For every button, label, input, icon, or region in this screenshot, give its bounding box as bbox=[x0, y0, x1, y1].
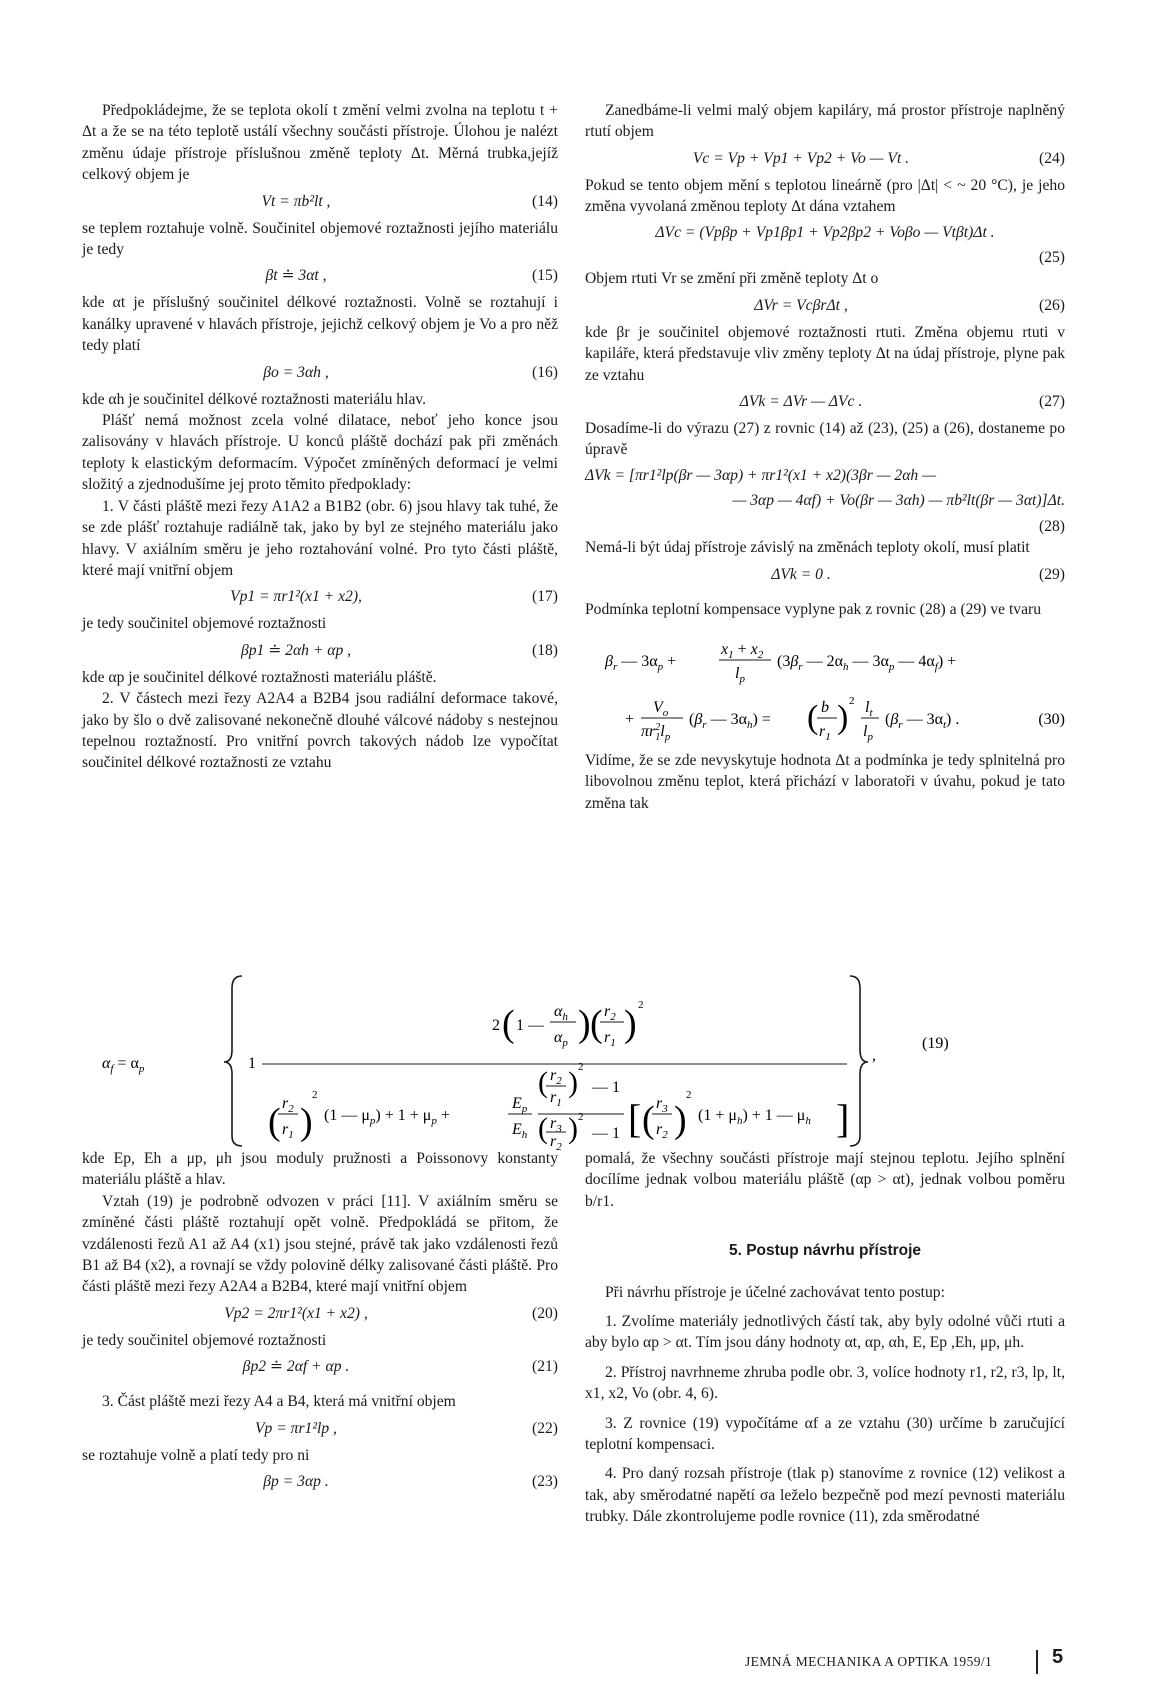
svg-text:1: 1 bbox=[248, 1055, 256, 1072]
equation-19 bbox=[82, 968, 1067, 1153]
paragraph: Dosadíme-li do výrazu (27) z rovnic (14) až (23), (25) a (26), dostaneme po úpravě bbox=[585, 420, 1065, 459]
paragraph: kde βr je součinitel objemové roztažnosti rtuti. Změna objemu rtuti v kapiláře, která představuje vliv změny teploty Δt na údaj přístroje, plyne pak ze vztahu bbox=[585, 323, 1065, 384]
svg-text:r2: $r_2$ bbox=[656, 1121, 668, 1141]
svg-text:): ) bbox=[568, 1112, 578, 1145]
paragraph: Při návrhu přístroje je účelné zachovávat tento postup: bbox=[605, 1283, 945, 1301]
svg-text:): ) bbox=[578, 1003, 591, 1045]
equation-21: βp2 ≐ 2αf + αp . (21) bbox=[242, 1358, 558, 1376]
svg-text:2: 2 bbox=[849, 694, 855, 707]
svg-text:πr21lp: $\pi r^2$ $1l_p$ bbox=[641, 721, 671, 743]
svg-text:(30): (30) bbox=[1038, 710, 1065, 728]
svg-text:(βr — 3αt) .: ($\beta_r$ — $3\alpha_t$) . bbox=[885, 710, 960, 731]
svg-text:r1: $r_1$ bbox=[604, 1029, 616, 1049]
svg-text:— 1: — 1 bbox=[592, 1125, 620, 1142]
svg-text:+: + bbox=[625, 710, 635, 728]
paragraph: kde αh je součinitel délkové roztažnosti materiálu hlav. bbox=[82, 390, 427, 408]
svg-text:2: 2 bbox=[312, 1089, 318, 1101]
svg-text:): ) bbox=[674, 1099, 687, 1141]
svg-text:(19): (19) bbox=[922, 1035, 949, 1052]
paragraph: Zanedbáme-li velmi malý objem kapiláry, má prostor přístroje naplněný rtutí objem bbox=[585, 102, 1065, 141]
equation-18: βp1 ≐ 2αh + αp , (18) bbox=[240, 641, 558, 659]
right-column-bottom bbox=[585, 1148, 1065, 1528]
page-number: 5 bbox=[1052, 1646, 1064, 1668]
svg-text:x1 + x2: $x_1 + x_2$ bbox=[721, 640, 764, 661]
svg-text:r2: $r_2$ bbox=[604, 1003, 616, 1023]
svg-text:r3: $r_3$ bbox=[656, 1095, 668, 1115]
svg-text:Eh: $E_h$ bbox=[512, 1121, 528, 1141]
procedure-step: 3. Z rovnice (19) vypočítáme αf a ze vztahu (30) určíme b zaručující teplotní kompensaci. bbox=[585, 1414, 1065, 1454]
svg-text:lt: $l_t$ bbox=[865, 698, 873, 719]
paragraph: kde αp je součinitel délkové roztažnosti materiálu pláště. bbox=[82, 668, 437, 686]
svg-text:(: ( bbox=[268, 1101, 281, 1143]
svg-text:(: ( bbox=[538, 1066, 548, 1099]
equation-20: Vp2 = 2πr1²(x1 + x2) , (20) bbox=[224, 1304, 558, 1322]
paragraph: Vidíme, že se zde nevyskytuje hodnota Δt a podmínka je tedy splnitelná pro libovolnou změnu teplot, která přichází v laboratoři v úvahu, pokud je tato změna tak bbox=[585, 751, 1065, 812]
paragraph: Pokud se tento objem mění s teplotou lineárně (pro |Δt| < ~ 20 °C), je jeho změna vyvolaná změnou teploty Δt dána vztahem bbox=[585, 176, 1065, 216]
paragraph: 3. Část pláště mezi řezy A4 a B4, která má vnitřní objem bbox=[102, 1393, 456, 1411]
procedure-step: 1. Zvolíme materiály jednotlivých částí tak, aby byly odolné vůči rtuti a aby bylo αp > αt. Tím jsou dány hodnoty αt, αp, αh, E, Ep ,Eh, μp, μh. bbox=[585, 1313, 1065, 1352]
paragraph: je tedy součinitel objemové roztažnosti bbox=[82, 1331, 327, 1349]
svg-text:2: 2 bbox=[638, 999, 644, 1011]
procedure-step: 4. Pro daný rozsah přístroje (tlak p) stanovíme z rovnice (12) velikost a tak, aby směrodatné napětí σa leželo bezpečně pod mezí pevnosti materiálu trubky. Dále zkontrolujeme podle rovnice (11), zda směrodatné bbox=[585, 1465, 1065, 1526]
svg-text:): ) bbox=[568, 1066, 578, 1099]
equation-22: Vp = πr1²lp , (22) bbox=[255, 1419, 558, 1437]
svg-text:r2: $r_2$ bbox=[550, 1067, 562, 1087]
left-column bbox=[82, 100, 558, 774]
paragraph: 2. V částech mezi řezy A2A4 a B2B4 jsou radiální deformace takové, jako by šlo o dvě zalisované nekonečně dlouhé válcové nádoby s nestejnou tepelnou roztažností. Pro vnitřní povrch takových nádob lze vypočítat součinitel délkové roztažnosti ze vztahu bbox=[82, 690, 558, 772]
paragraph: Podmínka teplotní kompensace vyplyne pak z rovnic (28) a (29) ve tvaru bbox=[585, 600, 1041, 618]
svg-text:]: ] bbox=[836, 1096, 850, 1141]
equation-17: Vp1 = πr1²(x1 + x2), (17) bbox=[230, 588, 558, 606]
svg-text:(3βr — 2αh — 3αp — 4αf) +: ($3\beta_r$ — $2\alpha_h$ — $3\alpha_p$ — $4\alpha_f$) + bbox=[777, 652, 957, 673]
svg-text:): ) bbox=[300, 1101, 313, 1143]
paragraph: kde Ep, Eh a μp, μh jsou moduly pružnosti a Poissonovy konstanty materiálu pláště a hlav. bbox=[82, 1150, 558, 1189]
equation-30 bbox=[585, 628, 1065, 744]
paragraph: se teplem roztahuje volně. Součinitel objemové roztažnosti jejího materiálu je tedy bbox=[82, 219, 558, 259]
svg-text:(: ( bbox=[538, 1112, 548, 1145]
svg-text:αf = αp: $\alpha_f = \alpha_p$ bbox=[102, 1055, 145, 1075]
svg-text:r1: $r_1$ bbox=[819, 722, 831, 743]
svg-text:(: ( bbox=[642, 1099, 655, 1141]
paragraph: je tedy součinitel objemové roztažnosti bbox=[82, 615, 327, 633]
equation-28-line2: — 3αp — 4αf) + Vo(βr — 3αh) — πb²lt(βr — 3αt)]Δt. bbox=[732, 492, 1065, 510]
left-column-bottom bbox=[82, 1148, 558, 1498]
paragraph: 1. V části pláště mezi řezy A1A2 a B1B2 (obr. 6) jsou hlavy tak tuhé, že se zde plášť roztahuje radiálně tak, jako by byl ze stejného materiálu jako hlavy. V axiálním směru je jeho roztahování volné. Pro tyto části pláště, které mají vnitřní objem bbox=[82, 497, 558, 579]
equation-number-25: (25) bbox=[1039, 249, 1065, 267]
svg-text:Vo: $V_o$ bbox=[653, 698, 669, 719]
svg-text:2: 2 bbox=[578, 1061, 584, 1073]
section-heading: 5. Postup návrhu přístroje bbox=[728, 1242, 922, 1260]
svg-text:r2: $r_2$ bbox=[550, 1133, 562, 1153]
journal-footer: JEMNÁ MECHANIKA A OPTIKA 1959/1 bbox=[745, 1654, 993, 1669]
svg-text:2: 2 bbox=[492, 1017, 500, 1034]
footer-divider bbox=[1036, 1650, 1038, 1674]
svg-text:Ep: $E_p$ bbox=[512, 1095, 528, 1115]
paragraph: Objem rtuti Vr se změní při změně teploty Δt o bbox=[585, 270, 879, 288]
svg-text:2: 2 bbox=[578, 1111, 584, 1123]
paragraph: kde αt je příslušný součinitel délkové roztažnosti. Volně se roztahují i kanálky upravené v hlavách přístroje, jejichž celkový objem je Vo a pro něž tedy platí bbox=[82, 294, 558, 355]
equation-25: ΔVc = (Vpβp + Vp1βp1 + Vp2βp2 + Voβo — Vtβt)Δt . bbox=[655, 223, 995, 241]
svg-text:r2: $r_2$ bbox=[282, 1095, 294, 1115]
paragraph: Plášť nemá možnost zcela volné dilatace, neboť jeho konce jsou zalisovány v hlavách přístroje. U konců pláště dochází pak při změnách teploty k elastickým deformacím. Výpočet zmíněných deformací je velmi složitý a zjednodušíme jej proto těmito předpoklady: bbox=[82, 412, 558, 494]
procedure-step: 2. Přístroj navrhneme zhruba podle obr. 3, volíce hodnoty r1, r2, r3, lp, lt, x1, x2, Vo (obr. 4, 6). bbox=[585, 1363, 1065, 1403]
svg-text:αh: $\alpha_h$ bbox=[554, 1003, 568, 1023]
equation-23: βp = 3αp . (23) bbox=[263, 1473, 558, 1491]
svg-text:2: 2 bbox=[686, 1089, 692, 1101]
svg-text:βr — 3αp +: $\beta_r$ — $3\alpha_p$ + bbox=[605, 652, 677, 673]
svg-text:): ) bbox=[837, 698, 849, 736]
svg-text:αp: $\alpha_p$ bbox=[554, 1029, 568, 1049]
equation-28-line1: ΔVk = [πr1²lp(βr — 3αp) + πr1²(x1 + x2)(3βr — 2αh — bbox=[585, 466, 936, 484]
svg-text:(: ( bbox=[502, 1003, 515, 1045]
paragraph: Předpokládejme, že se teplota okolí t změní velmi zvolna na teplotu t + Δt a že se na této teplotě ustálí všechny součásti přístroje. Úlohou je nalézt změnu údaje přístroje příslušnou změně teploty Δt. Měrná trubka,jejíž celkový objem je bbox=[82, 102, 558, 184]
svg-text:(1 + μh) + 1 — μh: $(1 + \mu_h) + 1$ — $\mu_h$ bbox=[698, 1107, 811, 1127]
equation-24: Vc = Vp + Vp1 + Vp2 + Vo — Vt . (24) bbox=[692, 149, 1065, 167]
svg-text:(: ( bbox=[590, 1003, 603, 1045]
paragraph: Vztah (19) je podrobně odvozen v práci [11]. V axiálním směru se zmíněné části pláště roztahují opět volně. Předpokládá se přitom, že vzdálenosti řezů A1 až A4 (x1) jsou stejné, právě tak jako vzdálenosti řezů B1 až B4 (x2), a rovnají se vždy polovině délky zalisované části pláště. Pro části pláště mezi řezy A2A4 a B2B4, které mají vnitřní objem bbox=[82, 1192, 558, 1296]
svg-text:(: ( bbox=[807, 698, 819, 736]
svg-text:lp: $l_p$ bbox=[735, 664, 745, 685]
equation-26: ΔVr = VcβrΔt , (26) bbox=[754, 296, 1065, 314]
equation-29: ΔVk = 0 . (29) bbox=[771, 565, 1065, 583]
svg-text:,: , bbox=[872, 1047, 876, 1064]
svg-text:1 —: 1 — bbox=[516, 1017, 544, 1034]
right-column bbox=[585, 100, 1065, 814]
equation-14: Vt = πb²lt , (14) bbox=[261, 192, 558, 210]
paragraph: pomalá, že všechny součásti přístroje mají stejnou teplotu. Jejího splnění docílíme jednak volbou materiálu pláště (αp > αt), jednak volbou poměru b/r1. bbox=[585, 1150, 1065, 1210]
paragraph: se roztahuje volně a platí tedy pro ni bbox=[82, 1446, 310, 1464]
svg-text:): ) bbox=[624, 1003, 637, 1045]
svg-text:r1: $r_1$ bbox=[550, 1089, 562, 1109]
svg-text:r1: $r_1$ bbox=[282, 1121, 294, 1141]
svg-text:lp: $l_p$ bbox=[863, 722, 873, 743]
svg-text:(1 — μp) + 1 + μp +: (1 — $\mu_p) + 1 + \mu_p$ + bbox=[324, 1107, 450, 1127]
svg-text:— 1: — 1 bbox=[592, 1079, 620, 1096]
svg-text:[: [ bbox=[628, 1096, 642, 1141]
svg-text:(βr — 3αh) =: ($\beta_r$ — $3\alpha_h$) = bbox=[689, 710, 771, 731]
equation-16: βo = 3αh , (16) bbox=[263, 363, 558, 381]
equation-27: ΔVk = ΔVr — ΔVc . (27) bbox=[739, 393, 1065, 411]
svg-text:r3: $r_3$ bbox=[550, 1115, 562, 1135]
svg-text:b: b bbox=[821, 698, 829, 716]
paragraph: Nemá-li být údaj přístroje závislý na změnách teploty okolí, musí platit bbox=[585, 539, 1030, 557]
equation-15: βt ≐ 3αt , (15) bbox=[265, 267, 558, 285]
equation-number-28: (28) bbox=[1039, 517, 1065, 535]
